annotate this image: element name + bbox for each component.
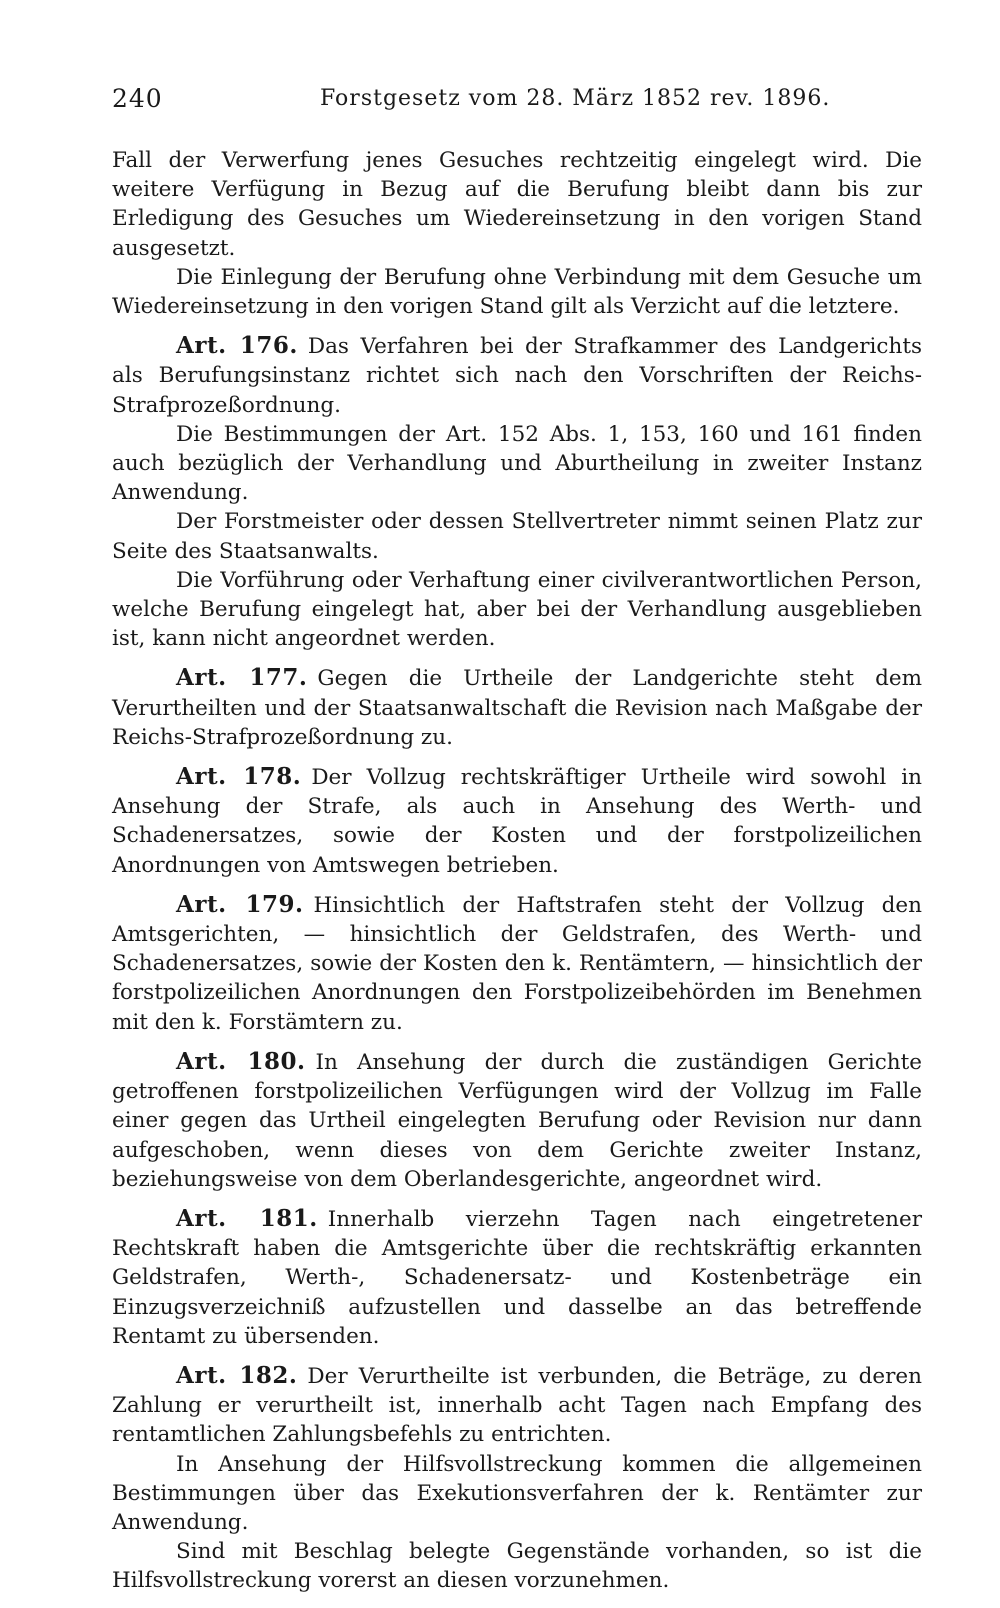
article-180 [112, 1047, 922, 1194]
article-text: Gegen die Urtheile der Landgerichte steht dem Verurtheilten und der Staatsanwaltschaft die Revision nach Maßgabe der Reichs-Strafprozeßordnung zu. [112, 666, 922, 750]
article-paragraph [112, 1361, 922, 1450]
article-text: Der Vollzug rechtskräftiger Urtheile wird sowohl in Ansehung der Strafe, als auch in Ansehung des Werth- und Schadenersatzes, sowie der Kosten und der forstpolizeilichen Anordnungen von Amtswegen betrieben. [112, 765, 922, 878]
article-paragraph [112, 762, 922, 880]
intro-paragraph: Fall der Verwerfung jenes Gesuches rechtzeitig eingelegt wird. Die weitere Verfügung in Bezug auf die Berufung bleibt dann bis zur Erledigung des Gesuches um Wiedereinsetzung in den vorigen Stand ausgesetzt. [112, 148, 922, 261]
article-181 [112, 1204, 922, 1351]
article-label: Art. 180. [176, 1047, 306, 1075]
article-paragraph [112, 890, 922, 1037]
article-text: In Ansehung der durch die zuständigen Gerichte getroffenen forstpolizeilichen Verfügungen wird der Vollzug im Falle einer gegen das Urtheil eingelegten Berufung oder Revision nur dann aufgeschoben, wenn dieses von dem Gerichte zweiter Instanz, beziehungsweise von dem Oberlandesgerichte, angeordnet wird. [112, 1049, 922, 1192]
article-label: Art. 177. [176, 664, 308, 692]
article-paragraph: Die Bestimmungen der Art. 152 Abs. 1, 153, 160 und 161 finden auch bezüglich der Verhandlung und Aburtheilung in zweiter Instanz Anwendung. [112, 421, 922, 506]
article-text: Innerhalb vierzehn Tagen nach eingetretener Rechtskraft haben die Amtsgerichte über die rechtskräftig erkannten Geldstrafen, Werth-, Schadenersatz- und Kostenbeträge ein Einzugsverzeichniß aufzustellen und dasselbe an das betreffende Rentamt zu übersenden. [112, 1206, 922, 1349]
page-number: 240 [112, 84, 163, 113]
running-title: Forstgesetz vom 28. März 1852 rev. 1896. [320, 86, 831, 111]
article-paragraph [112, 331, 922, 420]
article-paragraph [112, 1204, 922, 1351]
article-paragraph: Die Vorführung oder Verhaftung einer civilverantwortlichen Person, welche Berufung eingelegt hat, aber bei der Verhandlung ausgeblieben ist, kann nicht angeordnet werden. [112, 567, 922, 652]
article-paragraph: Der Forstmeister oder dessen Stellvertreter nimmt seinen Platz zur Seite des Staatsanwalts. [112, 509, 922, 564]
article-text: Das Verfahren bei der Strafkammer des Landgerichts als Berufungsinstanz richtet sich nach den Vorschriften der Reichs-Strafprozeßordnung. [112, 334, 922, 418]
article-label: Art. 181. [176, 1204, 318, 1232]
article-text: Der Verurtheilte ist verbunden, die Beträge, zu deren Zahlung er verurtheilt ist, innerhalb acht Tagen nach Empfang des rentamtlichen Zahlungsbefehls zu entrichten. [112, 1363, 922, 1448]
page-header [112, 84, 922, 124]
intro-paragraph: Die Einlegung der Berufung ohne Verbindung mit dem Gesuche um Wiedereinsetzung in den vorigen Stand gilt als Verzicht auf die letztere. [112, 264, 922, 320]
article-176 [112, 331, 922, 653]
article-178 [112, 762, 922, 880]
article-paragraph: Sind mit Beschlag belegte Gegenstände vorhanden, so ist die Hilfsvollstreckung vorerst an diesen vorzunehmen. [112, 1539, 922, 1594]
article-paragraph: In Ansehung der Hilfsvollstreckung kommen die allgemeinen Bestimmungen über das Exekutionsverfahren der k. Rentämter zur Anwendung. [112, 1451, 922, 1535]
article-paragraph [112, 663, 922, 752]
article-label: Art. 176. [176, 332, 298, 360]
article-label: Art. 179. [176, 890, 304, 918]
article-label: Art. 178. [176, 763, 302, 791]
article-label: Art. 182. [176, 1361, 298, 1389]
article-179 [112, 890, 922, 1037]
article-paragraph [112, 1047, 922, 1194]
article-text: Hinsichtlich der Haftstrafen steht der Vollzug den Amtsgerichten, — hinsichtlich der Geldstrafen, des Werth- und Schadenersatzes, sowie der Kosten den k. Rentämtern, — hinsichtlich der forstpolizeilichen Anordnungen den Forstpolizeibehörden im Benehmen mit den k. Forstämtern zu. [112, 892, 923, 1035]
article-182 [112, 1361, 922, 1596]
document-page [112, 84, 922, 1596]
article-177 [112, 663, 922, 752]
